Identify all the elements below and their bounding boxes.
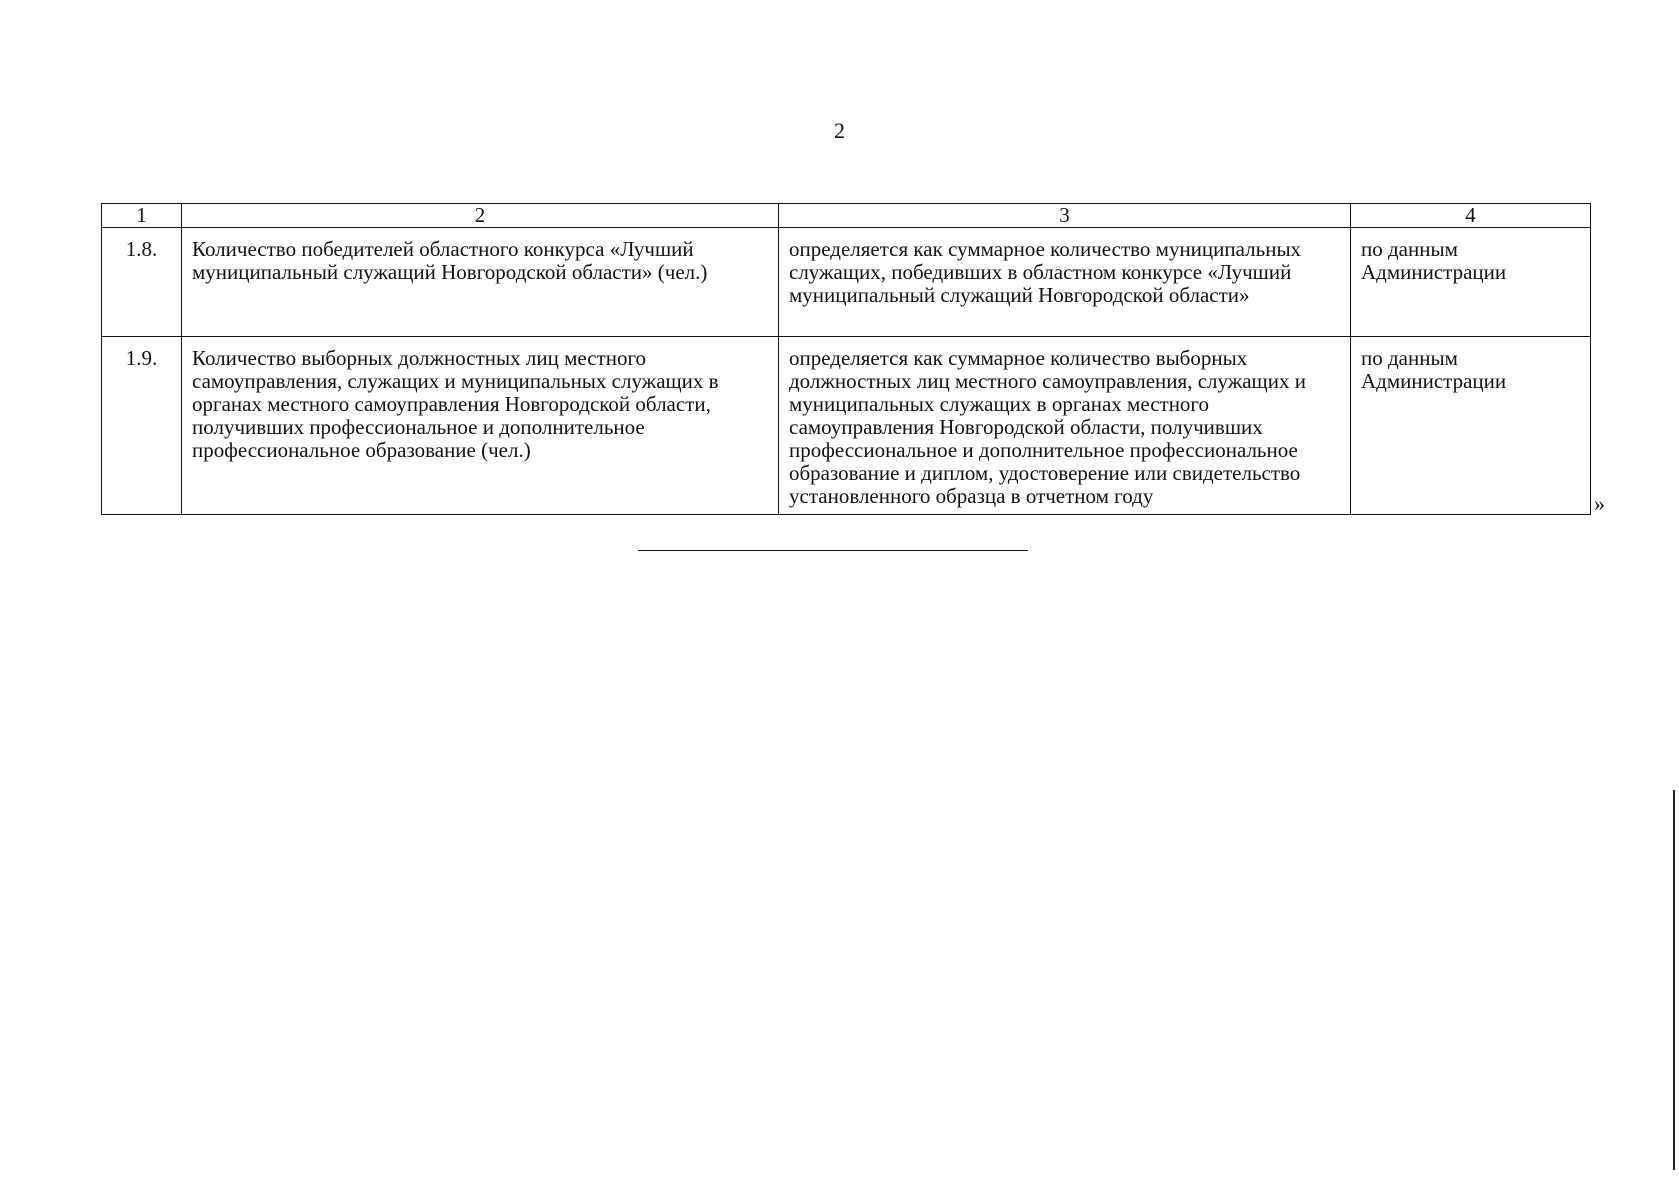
indicators-table: [101, 203, 1591, 515]
indicator-name: Количество выборных должностных лиц местного самоуправления, служащих и муниципальных служащих в органах местного самоуправления Новгородской области, получивших профессиональное и дополнительное профессиональное образование (чел.): [182, 337, 779, 515]
calculation-method: определяется как суммарное количество выборных должностных лиц местного самоуправления, служащих и муниципальных служащих в органах местного самоуправления Новгородской области, получивших профессиональное и дополнительное профессиональное образование и диплом, удостоверение или свидетельство установленного образца в отчетном году: [779, 337, 1351, 515]
table-row: [102, 337, 1591, 515]
data-source: по данным Администрации: [1351, 228, 1591, 337]
row-number: 1.9.: [102, 337, 182, 515]
column-number-3: 3: [779, 204, 1351, 228]
calculation-method: определяется как суммарное количество муниципальных служащих, победивших в областном конкурсе «Лучший муниципальный служащий Новгородской области»: [779, 228, 1351, 337]
table-row: [102, 228, 1591, 337]
indicator-name: Количество победителей областного конкурса «Лучший муниципальный служащий Новгородской области» (чел.): [182, 228, 779, 337]
row-number: 1.8.: [102, 228, 182, 337]
end-of-document-rule: [638, 550, 1028, 551]
closing-quote: »: [1594, 491, 1605, 516]
column-number-2: 2: [182, 204, 779, 228]
column-number-4: 4: [1351, 204, 1591, 228]
page-number: 2: [834, 118, 845, 143]
scan-edge-line: [1673, 790, 1675, 1170]
column-number-1: 1: [102, 204, 182, 228]
table-header-row: [102, 204, 1591, 228]
data-source: по данным Администрации: [1351, 337, 1591, 515]
